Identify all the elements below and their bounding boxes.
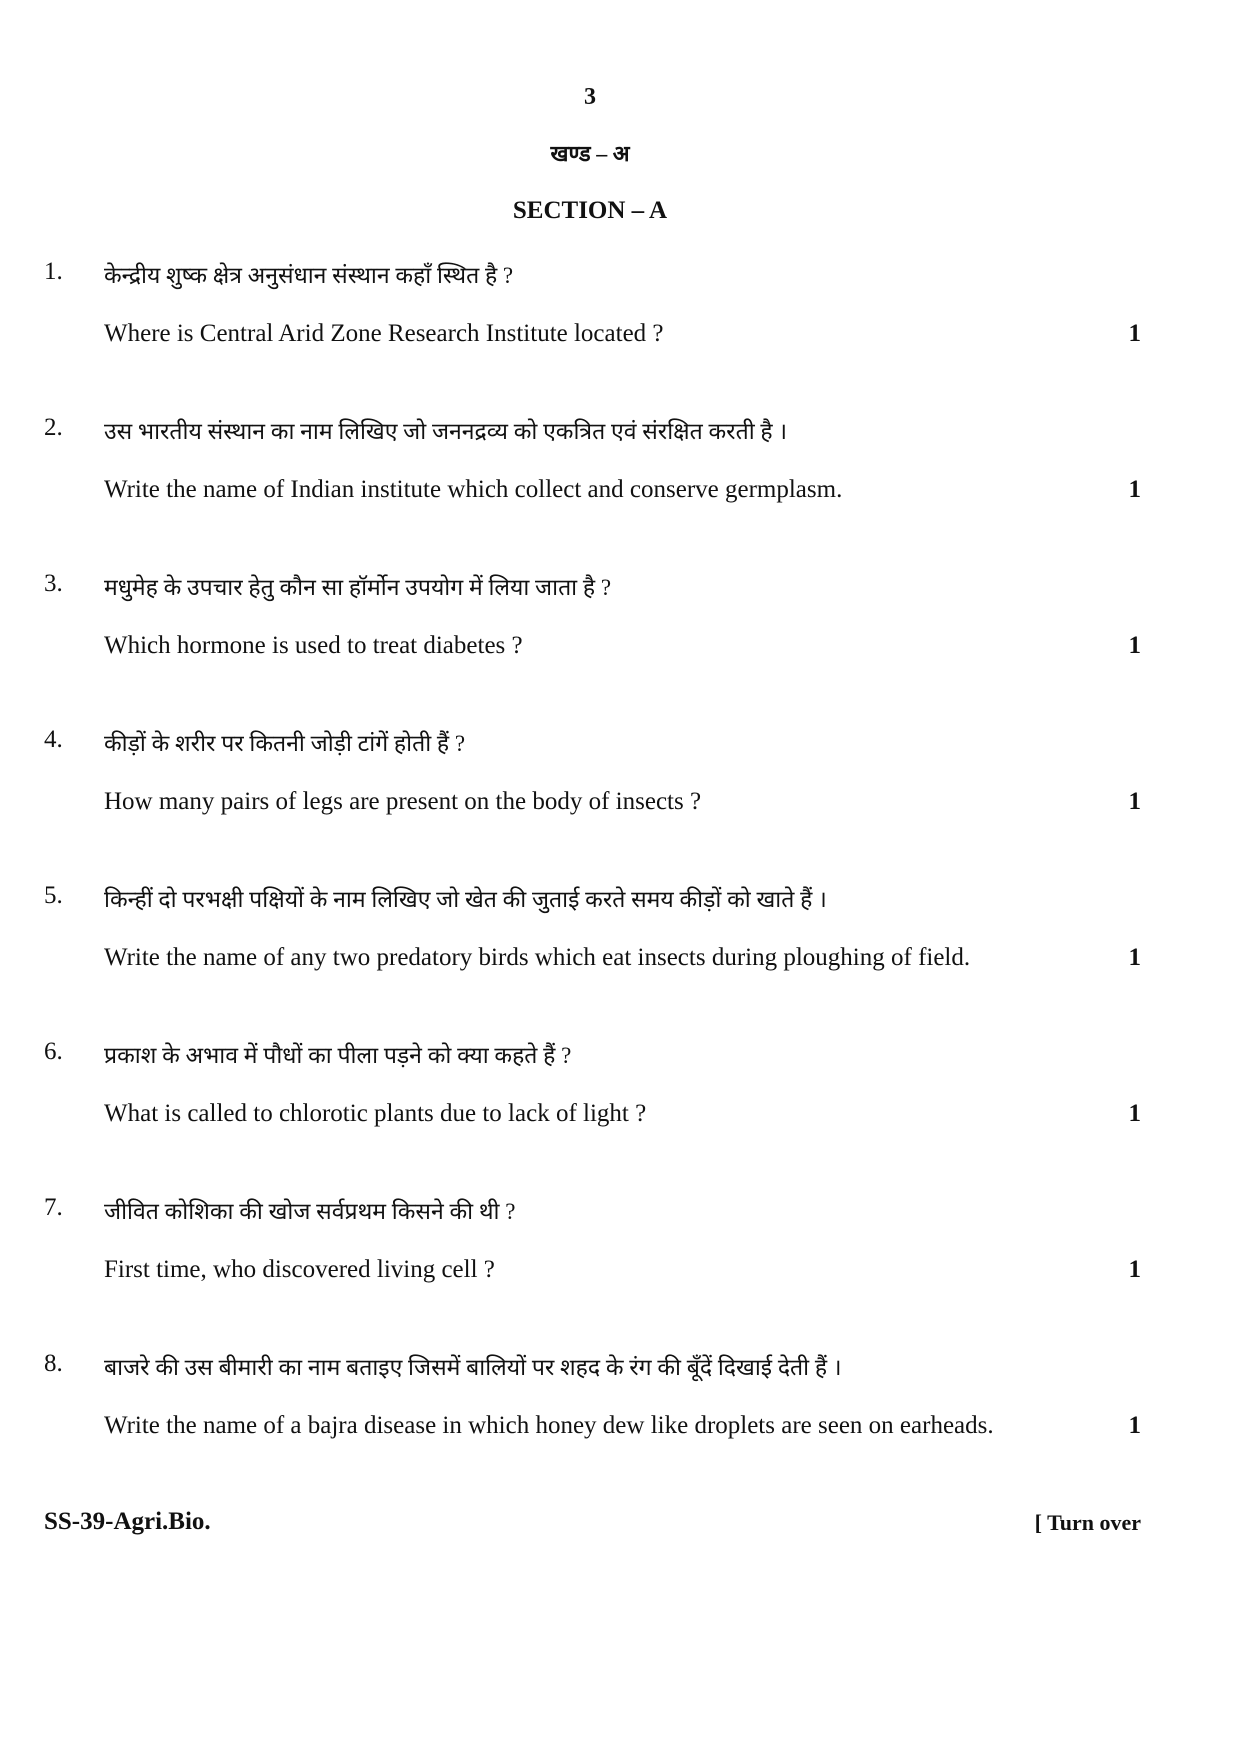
question-text-english: First time, who discovered living cell ?	[104, 1256, 495, 1283]
question-marks: 1	[1128, 1100, 1141, 1127]
question-item	[0, 726, 1241, 836]
section-title-hindi: खण्ड – अ	[550, 141, 630, 166]
question-item	[0, 414, 1241, 524]
question-marks: 1	[1128, 476, 1141, 503]
question-number: 3.	[44, 570, 63, 597]
question-text-hindi: प्रकाश के अभाव में पौधों का पीला पड़ने को क्या कहते हैं ?	[104, 1043, 572, 1068]
question-text-english: Write the name of Indian institute which collect and conserve germplasm.	[104, 476, 843, 503]
question-number: 2.	[44, 414, 63, 441]
question-number: 1.	[44, 258, 63, 285]
turn-over-note: [ Turn over	[1034, 1510, 1141, 1535]
question-item	[0, 258, 1241, 368]
question-item	[0, 1038, 1241, 1148]
question-text-hindi: केन्द्रीय शुष्क क्षेत्र अनुसंधान संस्थान कहाँ स्थित है ?	[104, 263, 514, 288]
question-text-hindi: कीड़ों के शरीर पर कितनी जोड़ी टांगें होती हैं ?	[104, 731, 466, 756]
section-title-english: SECTION – A	[512, 197, 668, 224]
question-item	[0, 570, 1241, 680]
question-marks: 1	[1128, 788, 1141, 815]
question-text-hindi: मधुमेह के उपचार हेतु कौन सा हॉर्मोन उपयोग में लिया जाता है ?	[104, 575, 612, 600]
paper-code: SS-39-Agri.Bio.	[44, 1508, 211, 1535]
question-text-english: How many pairs of legs are present on the body of insects ?	[104, 788, 702, 815]
question-marks: 1	[1128, 632, 1141, 659]
question-text-english: Write the name of any two predatory birds which eat insects during ploughing of field.	[104, 944, 971, 971]
question-number: 4.	[44, 726, 63, 753]
question-text-hindi: उस भारतीय संस्थान का नाम लिखिए जो जननद्रव्य को एकत्रित एवं संरक्षित करती है ।	[104, 419, 788, 444]
question-text-english: Write the name of a bajra disease in which honey dew like droplets are seen on earheads.	[104, 1412, 994, 1439]
question-marks: 1	[1128, 320, 1141, 347]
question-text-hindi: बाजरे की उस बीमारी का नाम बताइए जिसमें बालियों पर शहद के रंग की बूँदें दिखाई देती हैं ।	[104, 1355, 842, 1380]
question-number: 8.	[44, 1350, 63, 1377]
question-number: 5.	[44, 882, 63, 909]
question-text-english: What is called to chlorotic plants due to lack of light ?	[104, 1100, 647, 1127]
question-item	[0, 882, 1241, 992]
question-item	[0, 1194, 1241, 1304]
question-text-hindi: किन्हीं दो परभक्षी पक्षियों के नाम लिखिए जो खेत की जुताई करते समय कीड़ों को खाते हैं ।	[104, 887, 827, 912]
question-marks: 1	[1128, 1412, 1141, 1439]
question-marks: 1	[1128, 1256, 1141, 1283]
question-text-english: Which hormone is used to treat diabetes ?	[104, 632, 523, 659]
question-number: 7.	[44, 1194, 63, 1221]
question-text-english: Where is Central Arid Zone Research Institute located ?	[104, 320, 664, 347]
question-text-hindi: जीवित कोशिका की खोज सर्वप्रथम किसने की थी ?	[104, 1199, 516, 1224]
question-item	[0, 1350, 1241, 1460]
question-number: 6.	[44, 1038, 63, 1065]
question-marks: 1	[1128, 944, 1141, 971]
page-number: 3	[584, 84, 596, 110]
